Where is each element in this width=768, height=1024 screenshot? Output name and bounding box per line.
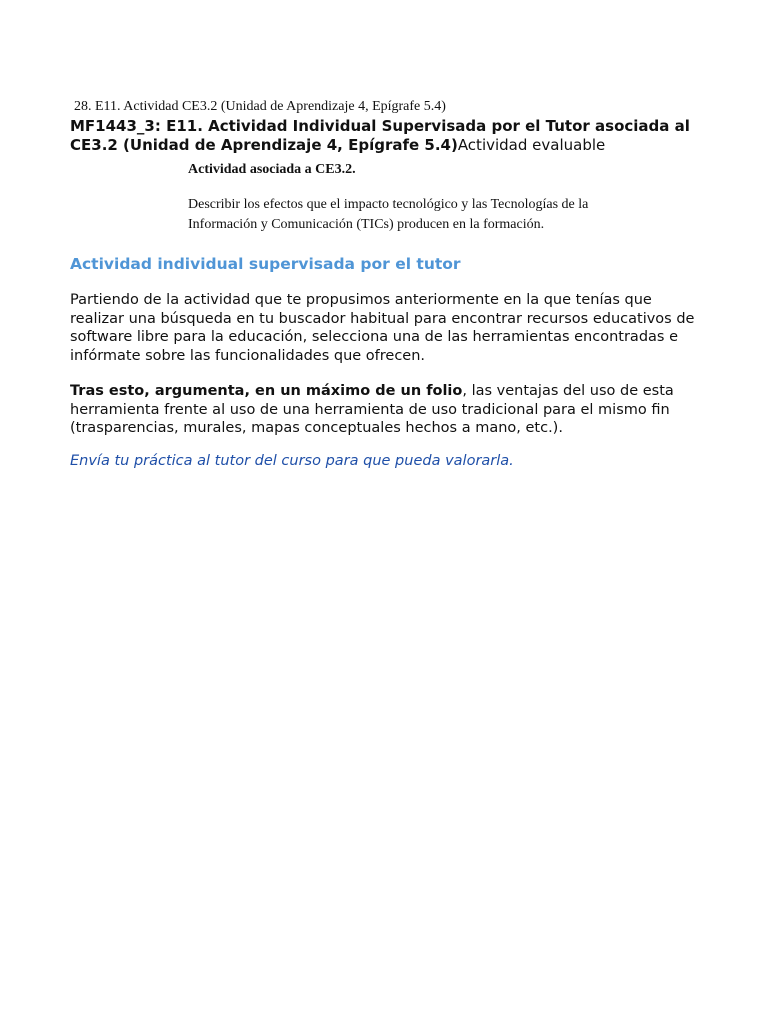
instructions-paragraph-2: [70, 382, 705, 438]
association-description: Describir los efectos que el impacto tecnológico y las Tecnologías de la Información y Comunicación (TICs) producen en la formación.: [188, 197, 589, 232]
activity-heading-suffix: Actividad evaluable: [457, 136, 606, 154]
section-title: Actividad individual supervisada por el tutor: [70, 255, 461, 273]
breadcrumb: 28. E11. Actividad CE3.2 (Unidad de Aprendizaje 4, Epígrafe 5.4): [74, 99, 446, 114]
instructions-paragraph-2-text: , las ventajas del uso de esta herramienta frente al uso de una herramienta de uso tradicional para el mismo fin (trasparencias, murales, mapas conceptuales hechos a mano, etc.).: [70, 383, 674, 436]
instructions-paragraph-1: Partiendo de la actividad que te propusimos anteriormente en la que tenías que realizar una búsqueda en tu buscador habitual para encontrar recursos educativos de software libre para la educación, selecciona una de las herramientas encontradas e infórmate sobre las funcionalidades que ofrecen.: [70, 292, 695, 364]
instructions-paragraph-2-emphasis: Tras esto, argumenta, en un máximo de un folio: [70, 383, 463, 399]
association-title: Actividad asociada a CE3.2.: [188, 162, 356, 177]
activity-heading: [70, 117, 710, 155]
submission-note: Envía tu práctica al tutor del curso para que pueda valorarla.: [70, 453, 514, 469]
activity-heading-title: MF1443_3: E11. Actividad Individual Supervisada por el Tutor asociada al CE3.2 (Unidad de Aprendizaje 4, Epígrafe 5.4): [70, 117, 690, 154]
